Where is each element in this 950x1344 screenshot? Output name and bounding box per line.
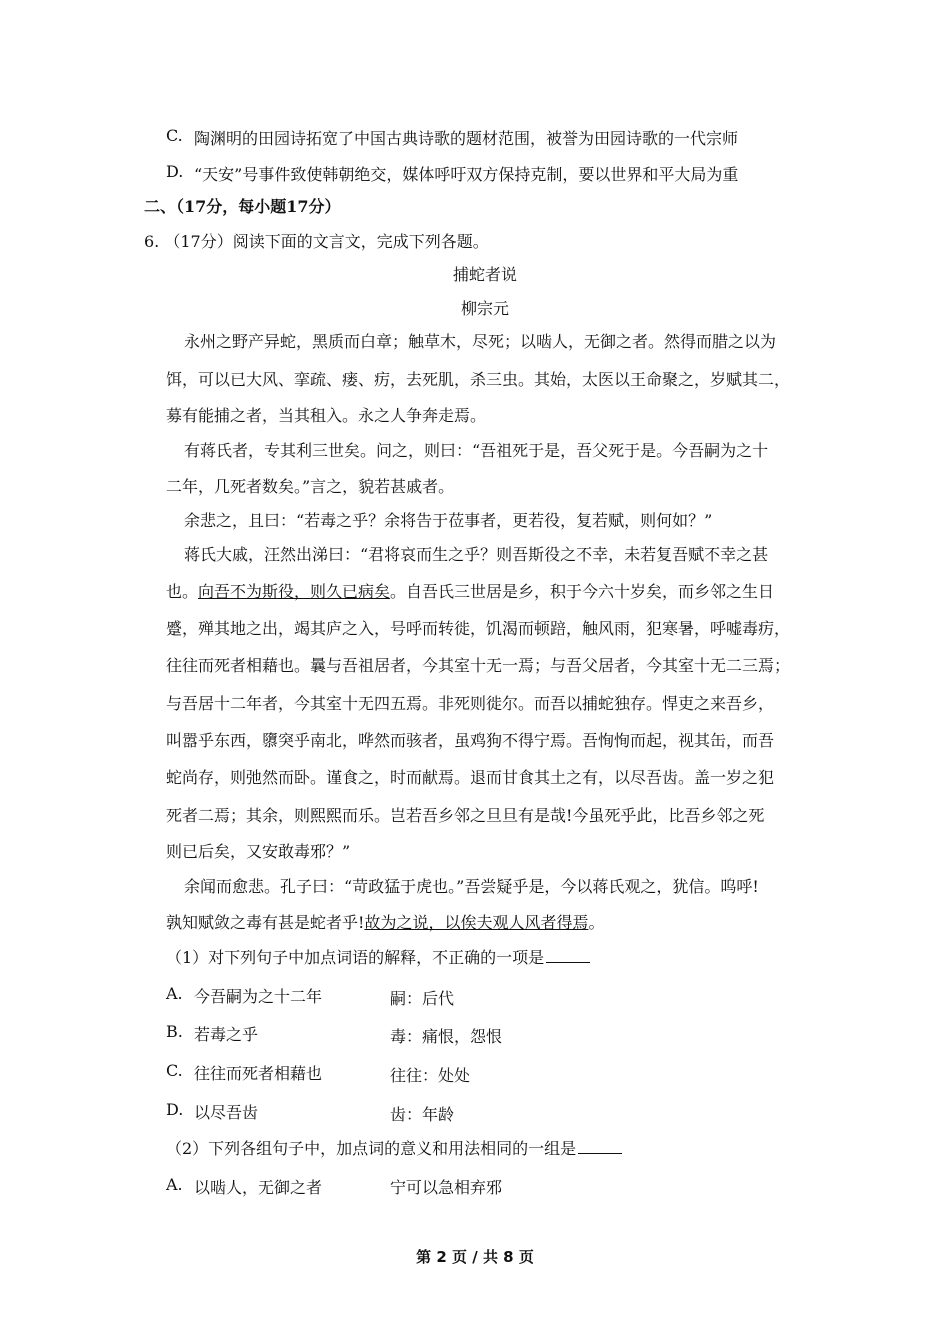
option-explanation: 毒：痛恨，怨恨	[390, 1027, 503, 1046]
passage-text: 孰知赋敛之毒有甚是蛇者乎!	[166, 913, 365, 932]
option-label: D.	[166, 162, 184, 181]
option-text: 陶渊明的田园诗拓宽了中国古典诗歌的题材范围，被誉为田园诗歌的一代宗师	[194, 129, 739, 148]
passage-line: 永州之野产异蛇，黑质而白章；触草木，尽死；以啮人，无御之者。然得而腊之以为	[184, 332, 777, 351]
option-explanation: 齿：年龄	[390, 1105, 455, 1124]
sub2-option-a[interactable]	[0, 1175, 950, 1197]
passage-line: 余悲之，且曰：“若毒之乎？余将告于莅事者，更若役，复若赋，则何如？”	[184, 511, 713, 530]
passage-line: 叫嚣乎东西，隳突乎南北，哗然而骇者，虽鸡狗不得宁焉。吾恂恂而起，视其缶，而吾	[166, 731, 775, 750]
option-label: B.	[166, 1022, 183, 1041]
underlined-sentence: 向吾不为斯役，则久已病矣	[198, 582, 391, 601]
sub1-option-a[interactable]	[0, 984, 950, 1006]
option-label: C.	[166, 126, 183, 145]
passage-line: 则已后矣，又安敢毒邪？”	[166, 842, 351, 861]
sub-question-text: （2）下列各组句子中，加点词的意义和用法相同的一组是	[166, 1139, 577, 1158]
section-heading: 二、（17分，每小题17分）	[144, 197, 341, 216]
passage-title: 捕蛇者说	[452, 265, 517, 284]
passage-line: 蛇尚存，则弛然而卧。谨食之，时而献焉。退而甘食其土之有，以尽吾齿。盖一岁之犯	[166, 768, 775, 787]
answer-blank[interactable]	[546, 948, 590, 963]
passage-line: 二年，几死者数矣。”言之，貌若甚戚者。	[166, 477, 455, 496]
passage-author: 柳宗元	[460, 299, 509, 318]
passage-line: 往往而死者相藉也。曩与吾祖居者，今其室十无一焉；与吾父居者，今其室十无二三焉；	[166, 656, 791, 675]
passage-line: 死者二焉；其余，则熙熙而乐。岂若吾乡邻之旦旦有是哉!今虽死乎此，比吾乡邻之死	[166, 806, 765, 825]
passage-line: 蹙，殚其地之出，竭其庐之入，号呼而转徙，饥渴而顿踣，触风雨，犯寒暑，呼嘘毒疠，	[166, 619, 791, 638]
option-explanation: 嗣：后代	[390, 989, 455, 1008]
sub1-option-d[interactable]	[0, 1100, 950, 1122]
sub1-option-c[interactable]	[0, 1061, 950, 1083]
option-text: 今吾嗣为之十二年	[194, 987, 323, 1006]
option-d-prev	[0, 162, 950, 184]
passage-line	[166, 582, 774, 602]
option-label: D.	[166, 1100, 184, 1119]
page-footer: 第 2 页 / 共 8 页	[416, 1248, 534, 1266]
question-intro-text: （17分）阅读下面的文言文，完成下列各题。	[164, 232, 489, 251]
passage-text: 也。	[166, 582, 199, 601]
question-number: 6.	[144, 232, 160, 251]
option-explanation: 宁可以急相弃邪	[390, 1178, 503, 1197]
answer-blank[interactable]	[578, 1139, 622, 1154]
passage-line	[166, 913, 604, 933]
option-text: 若毒之乎	[194, 1025, 259, 1044]
passage-line: 募有能捕之者，当其租入。永之人争奔走焉。	[166, 406, 487, 425]
option-text: 往往而死者相藉也	[194, 1064, 323, 1083]
passage-line: 饵，可以已大风、挛疏、瘘、疠，去死肌，杀三虫。其始，太医以王命聚之，岁赋其二，	[166, 370, 791, 389]
option-explanation: 往往：处处	[390, 1066, 471, 1085]
option-text: “天安”号事件致使韩朝绝交，媒体呼吁双方保持克制，要以世界和平大局为重	[194, 165, 739, 184]
option-c-prev	[0, 126, 950, 148]
passage-line: 与吾居十二年者，今其室十无四五焉。非死则徙尔。而吾以捕蛇独存。悍吏之来吾乡，	[166, 694, 775, 713]
option-text: 以啮人，无御之者	[194, 1178, 323, 1197]
sub1-option-b[interactable]	[0, 1022, 950, 1044]
option-label: A.	[166, 1175, 183, 1194]
option-text: 以尽吾齿	[194, 1103, 259, 1122]
underlined-sentence: 故为之说，以俟夫观人风者得焉	[364, 913, 589, 932]
passage-line: 蒋氏大戚，汪然出涕曰：“君将哀而生之乎？则吾斯役之不幸，未若复吾赋不幸之甚	[184, 545, 769, 564]
option-label: C.	[166, 1061, 183, 1080]
question-intro	[144, 232, 489, 252]
passage-line: 余闻而愈悲。孔子曰：“苛政猛于虎也。”吾尝疑乎是，今以蒋氏观之，犹信。呜呼!	[184, 877, 759, 896]
passage-line: 有蒋氏者，专其利三世矣。问之，则曰：“吾祖死于是，吾父死于是。今吾嗣为之十	[184, 441, 769, 460]
option-label: A.	[166, 984, 183, 1003]
sub-question-1-prompt	[166, 948, 590, 968]
passage-text: 。自吾氏三世居是乡，积于今六十岁矣，而乡邻之生日	[390, 582, 775, 601]
sub-question-text: （1）对下列句子中加点词语的解释，不正确的一项是	[166, 948, 545, 967]
sub-question-2-prompt	[166, 1139, 622, 1159]
passage-text: 。	[588, 913, 605, 932]
